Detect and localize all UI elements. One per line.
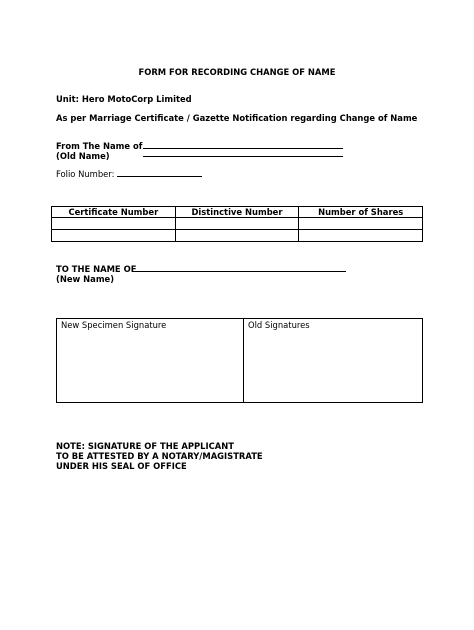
new-name-field-line[interactable]	[132, 271, 346, 272]
signature-table	[56, 318, 423, 403]
new-signature-box[interactable]	[57, 319, 244, 403]
note-line: TO BE ATTESTED BY A NOTARY/MAGISTRATE	[56, 451, 263, 461]
old-signature-box[interactable]	[244, 319, 423, 403]
basis-line: As per Marriage Certificate / Gazette Notification regarding Change of Name	[56, 113, 418, 123]
table-cell[interactable]	[299, 230, 423, 242]
new-signature-label: New Specimen Signature	[61, 320, 167, 330]
old-signature-label: Old Signatures	[248, 320, 310, 330]
new-name-label: (New Name)	[56, 274, 115, 284]
folio-field-line[interactable]	[117, 176, 202, 177]
to-name-label: TO THE NAME OF	[56, 264, 137, 274]
certificate-table	[51, 206, 423, 242]
number-of-shares-header: Number of Shares	[299, 207, 423, 218]
note-line: UNDER HIS SEAL OF OFFICE	[56, 461, 187, 471]
table-row	[52, 230, 423, 242]
table-row	[52, 218, 423, 230]
table-cell[interactable]	[175, 218, 299, 230]
unit-line: Unit: Hero MotoCorp Limited	[56, 94, 192, 104]
distinctive-number-header: Distinctive Number	[175, 207, 299, 218]
certificate-number-header: Certificate Number	[52, 207, 176, 218]
from-name-label: From The Name of	[56, 141, 143, 151]
table-cell[interactable]	[299, 218, 423, 230]
old-name-field-line-1[interactable]	[143, 148, 343, 149]
table-cell[interactable]	[52, 230, 176, 242]
note-line: NOTE: SIGNATURE OF THE APPLICANT	[56, 441, 234, 451]
old-name-field-line-2[interactable]	[143, 156, 343, 157]
table-cell[interactable]	[52, 218, 176, 230]
table-cell[interactable]	[175, 230, 299, 242]
table-header-row	[52, 207, 423, 218]
old-name-label: (Old Name)	[56, 151, 110, 161]
form-title: FORM FOR RECORDING CHANGE OF NAME	[138, 67, 336, 77]
folio-label: Folio Number:	[56, 169, 115, 179]
